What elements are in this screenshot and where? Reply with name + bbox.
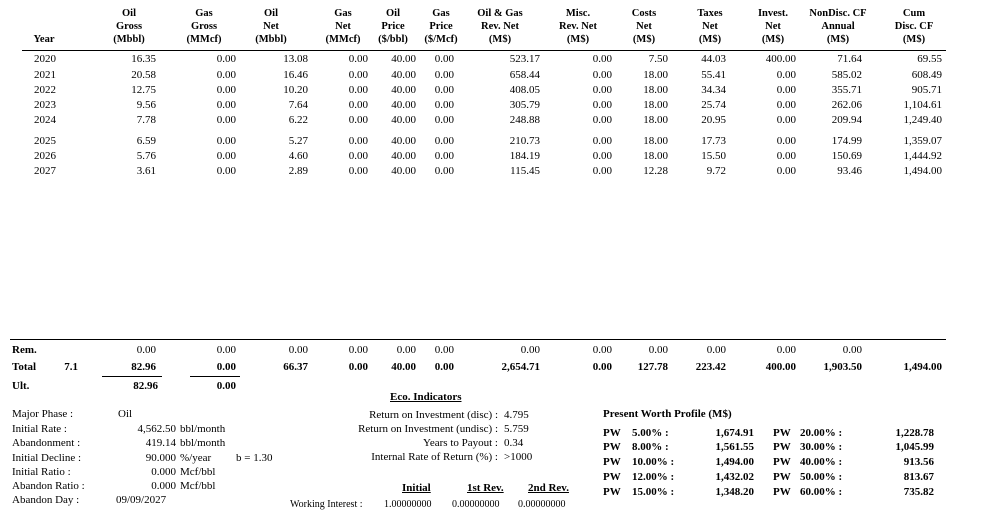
phase-label: Initial Rate :	[12, 423, 67, 435]
table-cell: 2.89	[288, 165, 308, 177]
table-cell: 0.00	[434, 150, 454, 162]
column-header: Oil	[385, 8, 400, 19]
working-interest-1st: 0.00000000	[452, 499, 500, 510]
table-cell: 0.00	[348, 135, 368, 147]
phase-value: 0.000	[151, 466, 176, 478]
eco-value: 4.795	[504, 409, 529, 421]
total-cell: 1,494.00	[903, 361, 942, 373]
column-header: (MMcf)	[325, 34, 361, 45]
table-cell: 0.00	[592, 69, 612, 81]
table-cell: 15.50	[701, 150, 726, 162]
table-cell: 0.00	[216, 114, 236, 126]
table-cell: 4.60	[288, 150, 308, 162]
year-cell: 2021	[34, 69, 56, 81]
pw-rate: 5.00% :	[632, 427, 669, 439]
ult-rule-oil	[102, 376, 162, 377]
pw-value: 1,432.02	[715, 471, 754, 483]
column-header: (M$)	[826, 34, 850, 45]
rem-cell: 0.00	[216, 344, 236, 356]
column-header: Gas	[334, 8, 352, 19]
table-cell: 6.59	[136, 135, 156, 147]
table-cell: 0.00	[776, 165, 796, 177]
pw-rate: 30.00% :	[800, 441, 843, 453]
column-header: Net	[636, 21, 652, 32]
working-interest-initial: 1.00000000	[384, 499, 432, 510]
table-cell: 0.00	[776, 99, 796, 111]
total-cell: 66.37	[283, 361, 308, 373]
total-cell: 40.00	[391, 361, 416, 373]
table-cell: 0.00	[348, 53, 368, 65]
table-cell: 150.69	[831, 150, 862, 162]
summary-rule	[10, 339, 946, 340]
pw-rate: 20.00% :	[800, 427, 843, 439]
table-cell: 16.46	[283, 69, 308, 81]
total-cell: 400.00	[765, 361, 796, 373]
phase-unit: bbl/month	[180, 423, 226, 435]
rem-cell: 0.00	[434, 344, 454, 356]
table-cell: 7.50	[648, 53, 668, 65]
rem-cell: 0.00	[776, 344, 796, 356]
table-cell: 7.64	[288, 99, 308, 111]
table-cell: 262.06	[831, 99, 862, 111]
column-header: Disc. CF	[894, 21, 934, 32]
table-cell: 0.00	[348, 69, 368, 81]
total-cell: 1,903.50	[823, 361, 862, 373]
phase-value: Oil	[118, 408, 133, 420]
table-cell: 25.74	[701, 99, 726, 111]
table-cell: 0.00	[592, 165, 612, 177]
table-cell: 0.00	[216, 53, 236, 65]
pw-prefix: PW	[603, 456, 621, 468]
table-cell: 7.78	[136, 114, 156, 126]
rem-cell: 0.00	[288, 344, 308, 356]
table-cell: 40.00	[391, 150, 416, 162]
table-cell: 1,249.40	[903, 114, 942, 126]
table-cell: 184.19	[509, 150, 540, 162]
table-cell: 18.00	[643, 99, 668, 111]
rem-cell: 0.00	[706, 344, 726, 356]
table-cell: 585.02	[831, 69, 862, 81]
table-cell: 3.61	[136, 165, 156, 177]
column-header: Net	[335, 21, 351, 32]
rem-cell: 0.00	[396, 344, 416, 356]
ult-oil: 82.96	[133, 380, 158, 392]
pw-rate: 60.00% :	[800, 486, 843, 498]
table-cell: 40.00	[391, 165, 416, 177]
pw-value: 1,494.00	[715, 456, 754, 468]
column-header: Price	[381, 21, 405, 32]
table-cell: 905.71	[911, 84, 942, 96]
table-cell: 0.00	[592, 53, 612, 65]
table-cell: 0.00	[348, 165, 368, 177]
table-cell: 210.73	[509, 135, 540, 147]
rem-cell: 0.00	[592, 344, 612, 356]
table-cell: 16.35	[131, 53, 156, 65]
table-cell: 0.00	[776, 150, 796, 162]
table-cell: 13.08	[283, 53, 308, 65]
table-cell: 6.22	[288, 114, 308, 126]
column-header: Annual	[821, 21, 855, 32]
table-cell: 18.00	[643, 84, 668, 96]
column-header: (M$)	[566, 34, 590, 45]
table-cell: 0.00	[348, 99, 368, 111]
eco-label: Return on Investment (disc) :	[369, 409, 498, 421]
table-cell: 18.00	[643, 114, 668, 126]
pw-prefix: PW	[603, 441, 621, 453]
pw-prefix: PW	[773, 441, 791, 453]
phase-unit: bbl/month	[180, 437, 226, 449]
column-header: (M$)	[488, 34, 512, 45]
column-header: Year	[33, 34, 55, 45]
pw-rate: 50.00% :	[800, 471, 843, 483]
table-cell: 0.00	[348, 150, 368, 162]
column-header: ($/Mcf)	[424, 34, 458, 45]
pw-value: 1,674.91	[715, 427, 754, 439]
phase-label: Abandon Ratio :	[12, 480, 85, 492]
table-cell: 40.00	[391, 53, 416, 65]
rem-cell: 0.00	[648, 344, 668, 356]
total-cell: 0.00	[216, 361, 236, 373]
table-cell: 18.00	[643, 150, 668, 162]
rem-cell: 0.00	[842, 344, 862, 356]
eco-indicators-title: Eco. Indicators	[390, 391, 462, 403]
table-cell: 1,494.00	[903, 165, 942, 177]
table-cell: 71.64	[837, 53, 862, 65]
table-cell: 305.79	[509, 99, 540, 111]
table-cell: 0.00	[592, 135, 612, 147]
column-header: Costs	[631, 8, 657, 19]
ult-rule-gas	[190, 376, 240, 377]
table-cell: 9.72	[706, 165, 726, 177]
table-cell: 12.28	[643, 165, 668, 177]
table-cell: 0.00	[592, 84, 612, 96]
table-cell: 0.00	[216, 99, 236, 111]
table-cell: 12.75	[131, 84, 156, 96]
phase-unit: %/year	[180, 452, 212, 464]
table-cell: 0.00	[216, 69, 236, 81]
table-cell: 0.00	[216, 84, 236, 96]
table-cell: 93.46	[837, 165, 862, 177]
phase-label: Initial Ratio :	[12, 466, 71, 478]
working-interest-2nd: 0.00000000	[518, 499, 566, 510]
column-header: Net	[765, 21, 781, 32]
interest-1st-rev: 1st Rev.	[467, 482, 504, 494]
pw-rate: 8.00% :	[632, 441, 669, 453]
table-cell: 9.56	[136, 99, 156, 111]
table-cell: 0.00	[434, 53, 454, 65]
phase-value: 4,562.50	[137, 423, 176, 435]
table-cell: 400.00	[765, 53, 796, 65]
table-cell: 34.34	[701, 84, 726, 96]
table-cell: 0.00	[434, 69, 454, 81]
column-header: Gas	[432, 8, 450, 19]
table-cell: 69.55	[917, 53, 942, 65]
phase-label: Abandon Day :	[12, 494, 80, 506]
pw-value: 1,348.20	[715, 486, 754, 498]
table-cell: 658.44	[509, 69, 540, 81]
table-cell: 20.95	[701, 114, 726, 126]
table-cell: 248.88	[509, 114, 540, 126]
year-cell: 2024	[34, 114, 56, 126]
total-label: Total	[12, 361, 37, 373]
column-header: Misc.	[565, 8, 591, 19]
eco-value: >1000	[504, 451, 533, 463]
table-cell: 55.41	[701, 69, 726, 81]
year-cell: 2022	[34, 84, 56, 96]
total-cell: 82.96	[131, 361, 156, 373]
rem-cell: 0.00	[520, 344, 540, 356]
column-header: Cum	[902, 8, 926, 19]
table-cell: 40.00	[391, 99, 416, 111]
eco-value: 5.759	[504, 423, 529, 435]
table-cell: 209.94	[831, 114, 862, 126]
table-cell: 0.00	[776, 84, 796, 96]
year-cell: 2025	[34, 135, 56, 147]
eco-label: Internal Rate of Return (%) :	[371, 451, 498, 463]
phase-value: 0.000	[151, 480, 176, 492]
pw-rate: 15.00% :	[632, 486, 675, 498]
eco-label: Return on Investment (undisc) :	[358, 423, 498, 435]
column-header: (M$)	[698, 34, 722, 45]
b-factor: b = 1.30	[236, 452, 273, 464]
table-cell: 523.17	[509, 53, 540, 65]
table-cell: 0.00	[348, 84, 368, 96]
column-header: (M$)	[902, 34, 926, 45]
total-cell: 2,654.71	[501, 361, 540, 373]
column-header: ($/bbl)	[378, 34, 408, 45]
total-cell: 127.78	[637, 361, 668, 373]
table-cell: 10.20	[283, 84, 308, 96]
column-header: NonDisc. CF	[809, 8, 867, 19]
column-header: Rev. Net	[559, 21, 597, 32]
total-cell: 0.00	[592, 361, 612, 373]
table-cell: 5.27	[288, 135, 308, 147]
column-header: Gross	[115, 21, 143, 32]
table-cell: 355.71	[831, 84, 862, 96]
pw-value: 1,561.55	[715, 441, 754, 453]
table-cell: 5.76	[136, 150, 156, 162]
table-cell: 0.00	[592, 114, 612, 126]
column-header: Price	[429, 21, 453, 32]
pw-rate: 10.00% :	[632, 456, 675, 468]
pw-rate: 40.00% :	[800, 456, 843, 468]
table-cell: 18.00	[643, 135, 668, 147]
pw-prefix: PW	[773, 486, 791, 498]
column-header: Gas	[195, 8, 213, 19]
table-cell: 0.00	[776, 114, 796, 126]
table-cell: 0.00	[434, 99, 454, 111]
column-header: Oil	[263, 8, 278, 19]
table-cell: 1,104.61	[903, 99, 942, 111]
phase-label: Initial Decline :	[12, 452, 82, 464]
ult-label: Ult.	[12, 380, 30, 392]
total-cell: 0.00	[434, 361, 454, 373]
interest-initial: Initial	[402, 482, 431, 494]
table-cell: 0.00	[216, 165, 236, 177]
pw-prefix: PW	[603, 427, 621, 439]
header-rule	[22, 50, 946, 51]
column-header: (MMcf)	[186, 34, 222, 45]
phase-unit: Mcf/bbl	[180, 466, 216, 478]
table-cell: 0.00	[776, 135, 796, 147]
pw-value: 813.67	[903, 471, 934, 483]
table-cell: 17.73	[701, 135, 726, 147]
total-cell: 223.42	[695, 361, 726, 373]
phase-value: 419.14	[145, 437, 176, 449]
table-cell: 40.00	[391, 69, 416, 81]
ult-gas: 0.00	[216, 380, 236, 392]
pw-prefix: PW	[603, 486, 621, 498]
column-header: Net	[263, 21, 279, 32]
year-cell: 2020	[34, 53, 56, 65]
pw-value: 1,228.78	[895, 427, 934, 439]
pw-value: 1,045.99	[895, 441, 934, 453]
table-cell: 44.03	[701, 53, 726, 65]
table-cell: 0.00	[348, 114, 368, 126]
pw-value: 735.82	[903, 486, 934, 498]
total-years: 7.1	[64, 361, 78, 373]
column-header: Oil & Gas	[477, 8, 523, 19]
column-header: (M$)	[761, 34, 785, 45]
pw-value: 913.56	[903, 456, 934, 468]
working-interest-label: Working Interest :	[290, 499, 363, 510]
phase-unit: Mcf/bbl	[180, 480, 216, 492]
table-cell: 0.00	[434, 135, 454, 147]
phase-label: Major Phase :	[12, 408, 74, 420]
table-cell: 1,359.07	[903, 135, 942, 147]
table-cell: 1,444.92	[903, 150, 942, 162]
phase-value: 90.000	[145, 452, 176, 464]
column-header: (Mbbl)	[113, 34, 145, 45]
table-cell: 0.00	[776, 69, 796, 81]
table-cell: 40.00	[391, 84, 416, 96]
column-header: Oil	[121, 8, 136, 19]
column-header: Invest.	[757, 8, 789, 19]
table-cell: 0.00	[592, 99, 612, 111]
pw-prefix: PW	[603, 471, 621, 483]
table-cell: 174.99	[831, 135, 862, 147]
table-cell: 40.00	[391, 114, 416, 126]
pw-prefix: PW	[773, 471, 791, 483]
year-cell: 2027	[34, 165, 56, 177]
rem-cell: 0.00	[348, 344, 368, 356]
table-cell: 40.00	[391, 135, 416, 147]
phase-value: 09/09/2027	[116, 494, 167, 506]
column-header: Net	[702, 21, 718, 32]
table-cell: 115.45	[510, 165, 540, 177]
table-cell: 408.05	[509, 84, 540, 96]
rem-label: Rem.	[12, 344, 37, 356]
column-header: Gross	[190, 21, 218, 32]
table-cell: 608.49	[911, 69, 942, 81]
phase-label: Abandonment :	[12, 437, 81, 449]
table-cell: 0.00	[434, 165, 454, 177]
column-header: Rev. Net	[481, 21, 519, 32]
eco-value: 0.34	[504, 437, 524, 449]
rem-cell: 0.00	[136, 344, 156, 356]
table-cell: 0.00	[434, 84, 454, 96]
pw-prefix: PW	[773, 456, 791, 468]
table-cell: 20.58	[131, 69, 156, 81]
table-cell: 0.00	[216, 135, 236, 147]
eco-label: Years to Payout :	[423, 437, 498, 449]
year-cell: 2023	[34, 99, 56, 111]
interest-2nd-rev: 2nd Rev.	[528, 482, 569, 494]
column-header: (M$)	[632, 34, 656, 45]
table-cell: 18.00	[643, 69, 668, 81]
total-cell: 0.00	[348, 361, 368, 373]
column-header: (Mbbl)	[255, 34, 287, 45]
year-cell: 2026	[34, 150, 56, 162]
column-header: Taxes	[697, 8, 723, 19]
pw-rate: 12.00% :	[632, 471, 675, 483]
table-cell: 0.00	[434, 114, 454, 126]
pw-title: Present Worth Profile (M$)	[603, 408, 732, 420]
pw-prefix: PW	[773, 427, 791, 439]
table-cell: 0.00	[592, 150, 612, 162]
table-cell: 0.00	[216, 150, 236, 162]
